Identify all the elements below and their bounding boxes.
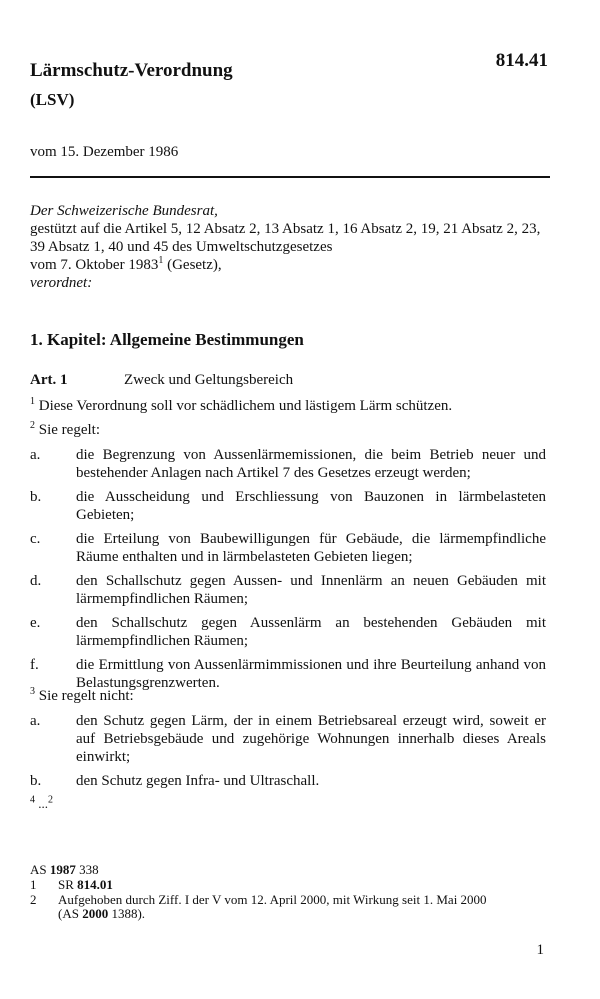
list-item-text: die Begrenzung von Aussenlärmemissionen, die beim Betrieb neuer und bestehender Anlagen nach Artikel 7 des Gesetzes erzeugt werden; xyxy=(76,447,546,481)
document-title: Lärmschutz-Verordnung xyxy=(30,60,233,81)
footnote-line-prefix: (AS xyxy=(58,906,83,921)
list-item xyxy=(30,656,546,692)
paragraph-3-list xyxy=(30,712,546,796)
list-item-letter: d. xyxy=(30,573,42,589)
list-item xyxy=(30,488,546,524)
paragraph-1 xyxy=(30,398,452,415)
article-heading xyxy=(30,372,293,389)
paragraph-text: Sie regelt: xyxy=(38,422,100,438)
preamble-decree: verordnet: xyxy=(30,275,93,291)
paragraph-number: 4 xyxy=(30,794,35,806)
list-item-text: den Schallschutz gegen Aussen- und Innenlärm an neuen Gebäuden mit lärmempfindlichen Räumen; xyxy=(76,573,546,607)
as-reference xyxy=(30,862,99,878)
document-number: 814.41 xyxy=(495,50,548,71)
list-item xyxy=(30,772,546,790)
as-page: 338 xyxy=(75,862,99,877)
list-item-text: den Schutz gegen Infra- und Ultraschall. xyxy=(76,773,320,789)
list-item-letter: b. xyxy=(30,773,42,789)
list-item-text: den Schutz gegen Lärm, der in einem Betriebsareal erzeugt wird, soweit er auf Betriebsgebäude und zugehörige Wohnungen innerhalb dieses Areals einwirkt; xyxy=(76,713,546,765)
list-item xyxy=(30,614,546,650)
page-number: 1 xyxy=(536,942,544,958)
list-item xyxy=(30,572,546,608)
article-title: Zweck und Geltungsbereich xyxy=(124,372,294,388)
list-item-letter: c. xyxy=(30,531,41,547)
paragraph-text: Diese Verordnung soll vor schädlichem und lästigem Lärm schützen. xyxy=(38,398,453,414)
paragraph-number: 2 xyxy=(30,420,35,431)
list-item-text: die Erteilung von Baubewilligungen für Gebäude, die lärmempfindliche Räume enthalten und in lärmbelasteten Gebieten liegen; xyxy=(76,531,546,565)
footnote-line-year: 2000 xyxy=(82,906,109,921)
footnote-text xyxy=(58,893,487,921)
preamble xyxy=(30,202,550,292)
footnote-1 xyxy=(30,878,113,892)
paragraph-text: ... xyxy=(38,796,48,811)
footnote-mark: 1 xyxy=(30,877,37,892)
paragraph-2-list xyxy=(30,446,546,698)
article-label: Art. 1 xyxy=(30,372,68,388)
list-item-letter: a. xyxy=(30,713,41,729)
as-year: 1987 xyxy=(49,862,76,877)
footnote-sr-number: 814.01 xyxy=(77,877,113,892)
footnote-mark: 2 xyxy=(30,892,37,907)
document-abbreviation: (LSV) xyxy=(30,90,75,109)
list-item-letter: e. xyxy=(30,615,41,631)
chapter-heading: 1. Kapitel: Allgemeine Bestimmungen xyxy=(30,330,304,349)
list-item-letter: f. xyxy=(30,657,39,673)
list-item xyxy=(30,712,546,766)
paragraph-number: 1 xyxy=(30,396,35,407)
list-item xyxy=(30,446,546,482)
paragraph-number: 3 xyxy=(30,686,35,697)
preamble-authority: Der Schweizerische Bundesrat, xyxy=(30,203,218,219)
preamble-basis xyxy=(30,220,550,274)
as-prefix: AS xyxy=(30,862,50,877)
header-divider xyxy=(30,176,550,178)
list-item-text: die Ermittlung von Aussenlärmimmissionen und ihre Beurteilung anhand von Belastungsgrenzwerten. xyxy=(76,657,546,691)
footnote-text xyxy=(58,878,113,892)
paragraph-text: Sie regelt nicht: xyxy=(38,688,134,704)
footnote-line-suffix: 1388). xyxy=(108,906,146,921)
footnote-sr: SR xyxy=(58,877,78,892)
list-item-text: die Ausscheidung und Erschliessung von Bauzonen in lärmbelasteten Gebieten; xyxy=(76,489,546,523)
list-item-letter: a. xyxy=(30,447,41,463)
preamble-basis-date: vom 7. Oktober 1983 xyxy=(30,257,159,273)
footnote-2 xyxy=(30,893,487,921)
footnote-line: Aufgehoben durch Ziff. I der V vom 12. April 2000, mit Wirkung seit 1. Mai 2000 xyxy=(58,892,487,907)
document-date: vom 15. Dezember 1986 xyxy=(30,144,179,160)
list-item-text: den Schallschutz gegen Aussenlärm an bestehenden Gebäuden mit lärmempfindlichen Räumen; xyxy=(76,615,546,649)
list-item xyxy=(30,530,546,566)
paragraph-2 xyxy=(30,422,100,439)
preamble-basis-text: gestützt auf die Artikel 5, 12 Absatz 2, 13 Absatz 1, 16 Absatz 2, 19, 21 Absatz 2, 23, 39 Absatz 1, 40 und 45 des Umweltschutzgesetzes xyxy=(30,221,541,255)
list-item-letter: b. xyxy=(30,489,42,505)
preamble-basis-suffix: (Gesetz), xyxy=(163,257,222,273)
footnote-ref-2[interactable]: 2 xyxy=(48,794,53,806)
footnote-ref-1[interactable]: 1 xyxy=(158,255,164,266)
paragraph-3 xyxy=(30,688,134,705)
paragraph-4 xyxy=(30,796,53,812)
